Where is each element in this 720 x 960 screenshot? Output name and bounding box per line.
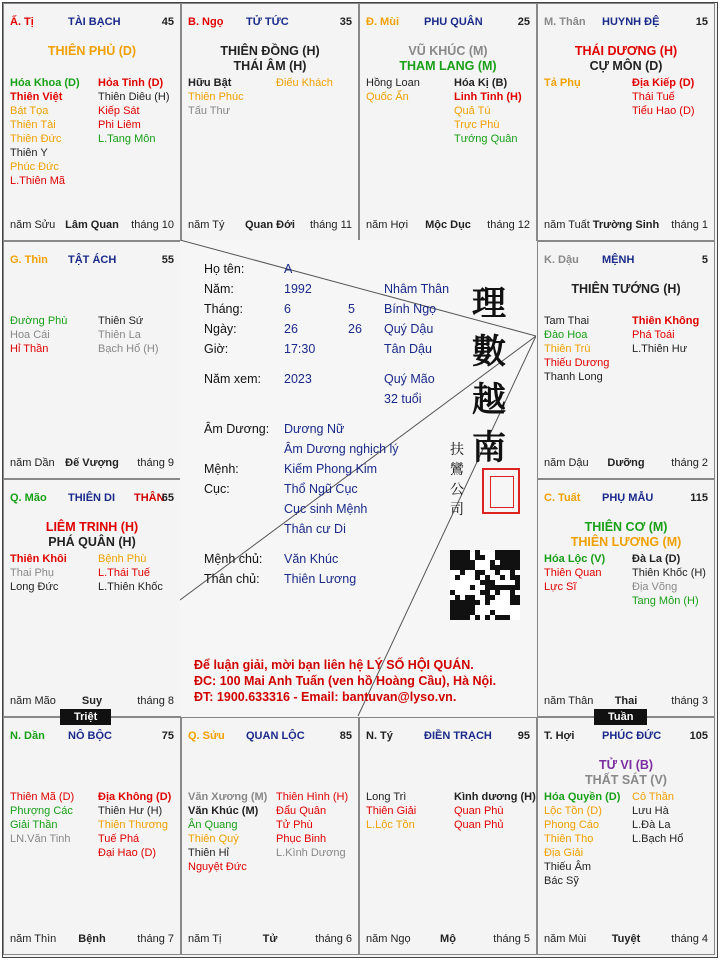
palace-cell-tuat[interactable]: [537, 479, 715, 717]
minor-star: Hóa Kị (B): [454, 77, 508, 89]
life-stage: Suy: [81, 695, 103, 707]
minor-star: Thiên Quan: [544, 567, 602, 579]
than-position: Thân cư Di: [284, 522, 346, 536]
palace-header: [10, 730, 174, 744]
day-can-chi: Quý Dậu: [384, 322, 434, 336]
palace-footer: [544, 695, 708, 708]
minor-star: Thiên Khôi: [10, 553, 67, 565]
palace-header: [10, 254, 174, 268]
minor-star: Địa Kiếp (D): [632, 77, 695, 89]
palace-footer: [366, 933, 530, 946]
minor-star: Long Trì: [366, 791, 407, 803]
main-stars: [538, 44, 714, 74]
palace-name: NÔ BỘC: [68, 730, 112, 742]
decade-number: 95: [517, 730, 530, 742]
cuc-value: Thổ Ngũ Cục: [284, 482, 358, 496]
palace-footer: [10, 933, 174, 946]
name-value: A: [284, 262, 293, 276]
minor-star: Địa Võng: [632, 581, 678, 593]
minor-star: Thiên La: [98, 329, 141, 341]
main-star: VŨ KHÚC (M): [408, 44, 488, 58]
main-star: THIÊN PHỦ (D): [47, 44, 137, 58]
lunar-year: năm Mão: [10, 695, 56, 707]
minor-star: Thai Phụ: [10, 567, 55, 579]
branch-label: B. Ngọ: [188, 16, 224, 28]
minor-star: Thiên Trù: [544, 343, 591, 355]
minor-star: Thiên Y: [10, 147, 48, 159]
minor-star: Lộc Tồn (D): [544, 805, 602, 817]
minor-star: Phục Binh: [276, 833, 327, 845]
palace-header: [188, 16, 352, 30]
main-star: THÁI ÂM (H): [233, 59, 307, 73]
minor-star: Giải Thần: [10, 819, 58, 831]
seal-small-2: 鸞: [450, 462, 464, 478]
minor-star: Điếu Khách: [276, 77, 333, 89]
minor-star: Văn Xương (M): [188, 791, 268, 803]
than-chu-value: Thiên Lương: [284, 572, 357, 586]
branch-label: M. Thân: [544, 16, 586, 28]
minor-star: Tử Phù: [276, 819, 313, 831]
main-star: LIÊM TRINH (H): [45, 520, 139, 534]
palace-name: TẬT ÁCH: [68, 254, 117, 266]
life-stage: Đế Vượng: [65, 457, 119, 469]
name-label: Họ tên:: [204, 262, 245, 276]
lunar-month: tháng 11: [309, 219, 352, 231]
minor-star: Trực Phù: [454, 119, 500, 131]
am-duong-relation: Âm Dương nghịch lý: [284, 442, 399, 456]
palace-footer: [544, 457, 708, 470]
minor-star: Tang Môn (H): [632, 595, 699, 607]
life-stage: Tuyệt: [611, 933, 641, 945]
decade-number: 35: [339, 16, 352, 28]
contact-note: Để luận giải, mời bạn liên hệ LÝ SỐ HỘI QUÁN.: [194, 658, 474, 672]
main-star: TỬ VI (B): [598, 758, 654, 772]
minor-star: Nguyệt Đức: [188, 861, 247, 873]
minor-star: Bạch Hổ (H): [98, 343, 159, 355]
minor-star: Tướng Quân: [454, 133, 518, 145]
palace-cell-ngo[interactable]: [181, 3, 359, 241]
minor-star: Đại Hao (D): [98, 847, 157, 859]
minor-star: L.Lộc Tồn: [366, 819, 415, 831]
palace-name: TỬ TỨC: [246, 16, 289, 28]
minor-star: Văn Khúc (M): [188, 805, 259, 817]
decade-number: 75: [161, 730, 174, 742]
am-duong-label: Âm Dương:: [204, 422, 270, 436]
minor-star: Quốc Ấn: [366, 91, 409, 103]
palace-footer: [366, 219, 530, 232]
palace-name: ĐIỀN TRẠCH: [424, 730, 492, 742]
life-stage: Mộc Dục: [425, 219, 471, 231]
minor-star: Hồng Loan: [366, 77, 420, 89]
lunar-month: tháng 6: [315, 933, 352, 945]
life-stage: Tử: [262, 933, 278, 945]
minor-star: Hỏa Tinh (D): [98, 77, 164, 89]
decade-number: 5: [701, 254, 708, 266]
minor-star: Hóa Lộc (V): [544, 553, 606, 565]
life-stage: Lâm Quan: [65, 219, 119, 231]
minor-star: Kình dương (H): [454, 791, 536, 803]
view-year-value: 2023: [284, 372, 312, 386]
year-label: Năm:: [204, 282, 234, 296]
minor-star: Thiên Mã (D): [10, 791, 75, 803]
lunar-month: tháng 7: [137, 933, 174, 945]
main-stars: [360, 44, 536, 74]
minor-star: Quan Phủ: [454, 819, 504, 831]
minor-star: Tam Thai: [544, 315, 590, 327]
main-stars: [538, 520, 714, 550]
hour-label: Giờ:: [204, 342, 229, 356]
minor-star: Hữu Bật: [188, 77, 232, 89]
palace-footer: [10, 457, 174, 470]
decade-number: 65: [161, 492, 174, 504]
palace-name: PHÚC ĐỨC: [602, 730, 662, 742]
palace-cell-dan[interactable]: [3, 717, 181, 955]
minor-star: Hóa Khoa (D): [10, 77, 80, 89]
main-star: THẤT SÁT (V): [585, 773, 667, 787]
triet-badge: Triệt: [60, 709, 111, 725]
decade-number: 45: [161, 16, 174, 28]
lunar-year: năm Thìn: [10, 933, 57, 945]
main-star: CỰ MÔN (D): [589, 59, 663, 73]
palace-name: TÀI BẠCH: [68, 16, 121, 28]
minor-star: Thiên Sứ: [98, 315, 144, 327]
palace-cell-hoi[interactable]: [537, 717, 715, 955]
minor-star: Tuế Phá: [98, 833, 140, 845]
year-value: 1992: [284, 282, 312, 296]
minor-star: Thiếu Dương: [544, 357, 610, 369]
branch-label: C. Tuất: [544, 492, 581, 504]
minor-star: Thiên Diêu (H): [98, 91, 170, 103]
view-year-can-chi: Quý Mão: [384, 372, 435, 386]
branch-label: Ấ. Tị: [10, 16, 34, 28]
tuan-badge: Tuần: [594, 709, 647, 725]
life-stage: Trường Sinh: [592, 219, 660, 231]
palace-name: HUYNH ĐỆ: [602, 16, 660, 28]
branch-label: Q. Mão: [10, 492, 47, 504]
decade-number: 115: [690, 492, 708, 504]
minor-star: Lực Sĩ: [544, 581, 577, 593]
month-lunar: 6: [284, 302, 291, 316]
palace-header: [544, 492, 708, 506]
minor-star: L.Tang Môn: [98, 133, 156, 145]
lunar-month: tháng 3: [671, 695, 708, 707]
life-stage: Dưỡng: [607, 457, 645, 469]
day-label: Ngày:: [204, 322, 237, 336]
life-stage: Quan Đới: [245, 219, 295, 231]
branch-label: G. Thìn: [10, 254, 48, 266]
minor-star: Thiếu Âm: [544, 861, 592, 873]
age-value: 32 tuổi: [384, 392, 422, 406]
lunar-year: năm Thân: [544, 695, 594, 707]
minor-star: Bát Tọa: [10, 105, 49, 117]
month-label: Tháng:: [204, 302, 243, 316]
minor-star: Đào Hoa: [544, 329, 588, 341]
palace-cell-mui[interactable]: [359, 3, 537, 241]
minor-star: Linh Tinh (H): [454, 91, 522, 103]
minor-star: Thiên Quý: [188, 833, 239, 845]
main-star: PHÁ QUÂN (H): [48, 535, 136, 549]
palace-header: [544, 254, 708, 268]
cuc-label: Cục:: [204, 482, 230, 496]
minor-star: Phi Liêm: [98, 119, 141, 131]
palace-cell-dau[interactable]: [537, 241, 715, 479]
palace-cell-ty2[interactable]: [359, 717, 537, 955]
minor-star: Thiên Phúc: [188, 91, 244, 103]
palace-name: MỆNH: [602, 254, 635, 266]
lunar-month: tháng 4: [671, 933, 708, 945]
minor-star: LN.Văn Tinh: [10, 833, 71, 845]
contact-phone-email[interactable]: ĐT: 1900.633316 - Email: bantuvan@lyso.vn.: [194, 690, 457, 704]
minor-star: Phá Toái: [632, 329, 675, 341]
main-stars: [4, 44, 180, 59]
lunar-year: năm Tý: [188, 219, 225, 231]
seal-small-4: 司: [450, 502, 464, 518]
minor-star: Thiên Hư (H): [98, 805, 163, 817]
minor-star: Hỉ Thần: [10, 343, 49, 355]
minor-star: Thiên Không: [632, 315, 700, 327]
month-solar: 5: [348, 302, 355, 316]
minor-star: Lưu Hà: [632, 805, 669, 817]
minor-star: Thiên Hình (H): [276, 791, 349, 803]
minor-star: Thiên Thương: [98, 819, 169, 831]
palace-header: [366, 16, 530, 30]
decade-number: 15: [695, 16, 708, 28]
main-star: THIÊN LƯƠNG (M): [570, 535, 682, 549]
palace-footer: [10, 219, 174, 232]
minor-star: Địa Không (D): [98, 791, 172, 803]
branch-label: N. Tý: [366, 730, 393, 742]
palace-header: [188, 730, 352, 744]
palace-footer: [188, 219, 352, 232]
seal-subtext: [450, 440, 466, 520]
minor-star: L.Thái Tuế: [98, 567, 150, 579]
minor-star: L.Thiên Mã: [10, 175, 66, 187]
minor-star: Hoa Cái: [10, 329, 50, 341]
seal-char-3: 越: [472, 380, 506, 420]
lunar-month: tháng 9: [137, 457, 174, 469]
minor-star: Đà La (D): [632, 553, 681, 565]
branch-label: K. Dậu: [544, 254, 579, 266]
minor-star: Thiên Giải: [366, 805, 417, 817]
main-star: THIÊN TƯỚNG (H): [571, 282, 681, 296]
seal-small-3: 公: [450, 482, 464, 498]
day-solar: 26: [348, 322, 362, 336]
minor-star: Quả Tú: [454, 105, 491, 117]
minor-star: Phượng Các: [10, 805, 73, 817]
palace-name: QUAN LỘC: [246, 730, 305, 742]
lunar-year: năm Dần: [10, 457, 55, 469]
minor-star: Đẩu Quân: [276, 805, 327, 817]
palace-footer: [10, 695, 174, 708]
minor-star: L.Thiên Hư: [632, 343, 688, 355]
minor-star: Thái Tuế: [632, 91, 675, 103]
palace-name: THIÊN DI: [68, 492, 116, 504]
main-star: THÁI DƯƠNG (H): [574, 44, 678, 58]
lunar-month: tháng 12: [487, 219, 530, 231]
view-year-label: Năm xem:: [204, 372, 261, 386]
main-stars: [182, 44, 358, 74]
palace-footer: [544, 933, 708, 946]
red-stamp-icon: [482, 468, 520, 514]
menh-value: Kiếm Phong Kim: [284, 462, 378, 476]
year-can-chi: Nhâm Thân: [384, 282, 450, 296]
seal-char-4: 南: [472, 428, 506, 468]
decade-number: 55: [161, 254, 174, 266]
palace-cell-suu[interactable]: [181, 717, 359, 955]
minor-star: Phúc Đức: [10, 161, 59, 173]
palace-cell-than[interactable]: [537, 3, 715, 241]
menh-chu-value: Văn Khúc: [284, 552, 339, 566]
palace-cell-mao[interactable]: [3, 479, 181, 717]
minor-star: Đường Phù: [10, 315, 68, 327]
minor-star: L.Thiên Khốc: [98, 581, 163, 593]
palace-cell-thin[interactable]: [3, 241, 181, 479]
seal-char-1: 理: [472, 284, 506, 324]
branch-label: Đ. Mùi: [366, 16, 399, 28]
lunar-year: năm Sửu: [10, 219, 56, 231]
minor-star: Ân Quang: [188, 819, 238, 831]
cuc-relation: Cục sinh Mệnh: [284, 502, 368, 516]
contact-address: ĐC: 100 Mai Anh Tuấn (ven hồ Hoàng Cầu), Hà Nội.: [194, 674, 497, 688]
lunar-month: tháng 2: [671, 457, 708, 469]
than-marker: THÂN: [134, 492, 165, 504]
decade-number: 105: [689, 730, 708, 742]
minor-star: Địa Giải: [544, 847, 584, 859]
palace-name: PHU QUÂN: [424, 16, 483, 28]
minor-star: Long Đức: [10, 581, 59, 593]
main-star: THIÊN ĐỒNG (H): [220, 44, 320, 58]
life-stage: Mộ: [440, 933, 456, 945]
minor-star: Kiếp Sát: [98, 105, 140, 117]
lunar-month: tháng 5: [493, 933, 530, 945]
lunar-year: năm Mùi: [544, 933, 587, 945]
seal-small-1: 扶: [450, 442, 464, 458]
branch-label: Q. Sửu: [188, 730, 225, 742]
branch-label: T. Hợi: [544, 730, 575, 742]
lunar-year: năm Ngọ: [366, 933, 411, 945]
minor-star: L.Bạch Hổ: [632, 833, 684, 845]
minor-star: Phong Cáo: [544, 819, 600, 831]
lunar-month: tháng 8: [137, 695, 174, 707]
lunar-month: tháng 1: [671, 219, 708, 231]
palace-header: [10, 16, 174, 30]
minor-star: Quan Phù: [454, 805, 504, 817]
center-info-panel: [180, 240, 536, 716]
lunar-month: tháng 10: [131, 219, 174, 231]
minor-star: Thiên Việt: [10, 91, 63, 103]
life-stage: Thai: [614, 695, 638, 707]
minor-star: Thiên Tài: [10, 119, 56, 131]
menh-chu-label: Mệnh chủ:: [204, 552, 263, 566]
main-stars: [538, 758, 714, 788]
minor-star: Thiên Khốc (H): [632, 567, 706, 579]
lunar-year: năm Dậu: [544, 457, 589, 469]
branch-label: N. Dần: [10, 730, 45, 742]
lunar-year: năm Tị: [188, 933, 222, 945]
qr-code-icon[interactable]: [450, 550, 520, 620]
minor-star: Cô Thần: [632, 791, 674, 803]
palace-footer: [188, 933, 352, 946]
life-stage: Bệnh: [78, 933, 106, 945]
decade-number: 25: [517, 16, 530, 28]
minor-star: Tiểu Hao (D): [632, 105, 695, 117]
minor-star: Bác Sỹ: [544, 875, 579, 887]
than-chu-label: Thân chủ:: [204, 572, 260, 586]
month-can-chi: Bính Ngọ: [384, 302, 437, 316]
palace-header: [10, 492, 174, 506]
minor-star: Hóa Quyền (D): [544, 791, 621, 803]
main-stars: [4, 520, 180, 550]
minor-star: Thanh Long: [544, 371, 603, 383]
minor-star: L.Đà La: [632, 819, 671, 831]
palace-header: [366, 730, 530, 744]
decade-number: 85: [339, 730, 352, 742]
minor-star: Thiên Đức: [10, 133, 62, 145]
palace-footer: [544, 219, 708, 232]
minor-star: Tả Phụ: [544, 77, 581, 89]
seal-char-2: 數: [472, 332, 506, 372]
main-star: THAM LANG (M): [399, 59, 497, 73]
palace-cell-ty[interactable]: [3, 3, 181, 241]
main-stars: [538, 282, 714, 297]
palace-header: [544, 16, 708, 30]
palace-header: [544, 730, 708, 744]
minor-star: Tấu Thư: [188, 105, 231, 117]
main-star: THIÊN CƠ (M): [584, 520, 668, 534]
minor-star: L.Kình Dương: [276, 847, 346, 859]
am-duong-value: Dương Nữ: [284, 422, 345, 436]
minor-star: Thiên Thọ: [544, 833, 594, 845]
hour-can-chi: Tân Dậu: [384, 342, 432, 356]
menh-label: Mệnh:: [204, 462, 239, 476]
lunar-year: năm Hợi: [366, 219, 409, 231]
minor-star: Bệnh Phù: [98, 553, 147, 565]
minor-star: Thiên Hỉ: [188, 847, 229, 859]
lunar-year: năm Tuất: [544, 219, 590, 231]
hour-value: 17:30: [284, 342, 316, 356]
day-lunar: 26: [284, 322, 298, 336]
palace-name: PHỤ MẪU: [602, 492, 654, 504]
